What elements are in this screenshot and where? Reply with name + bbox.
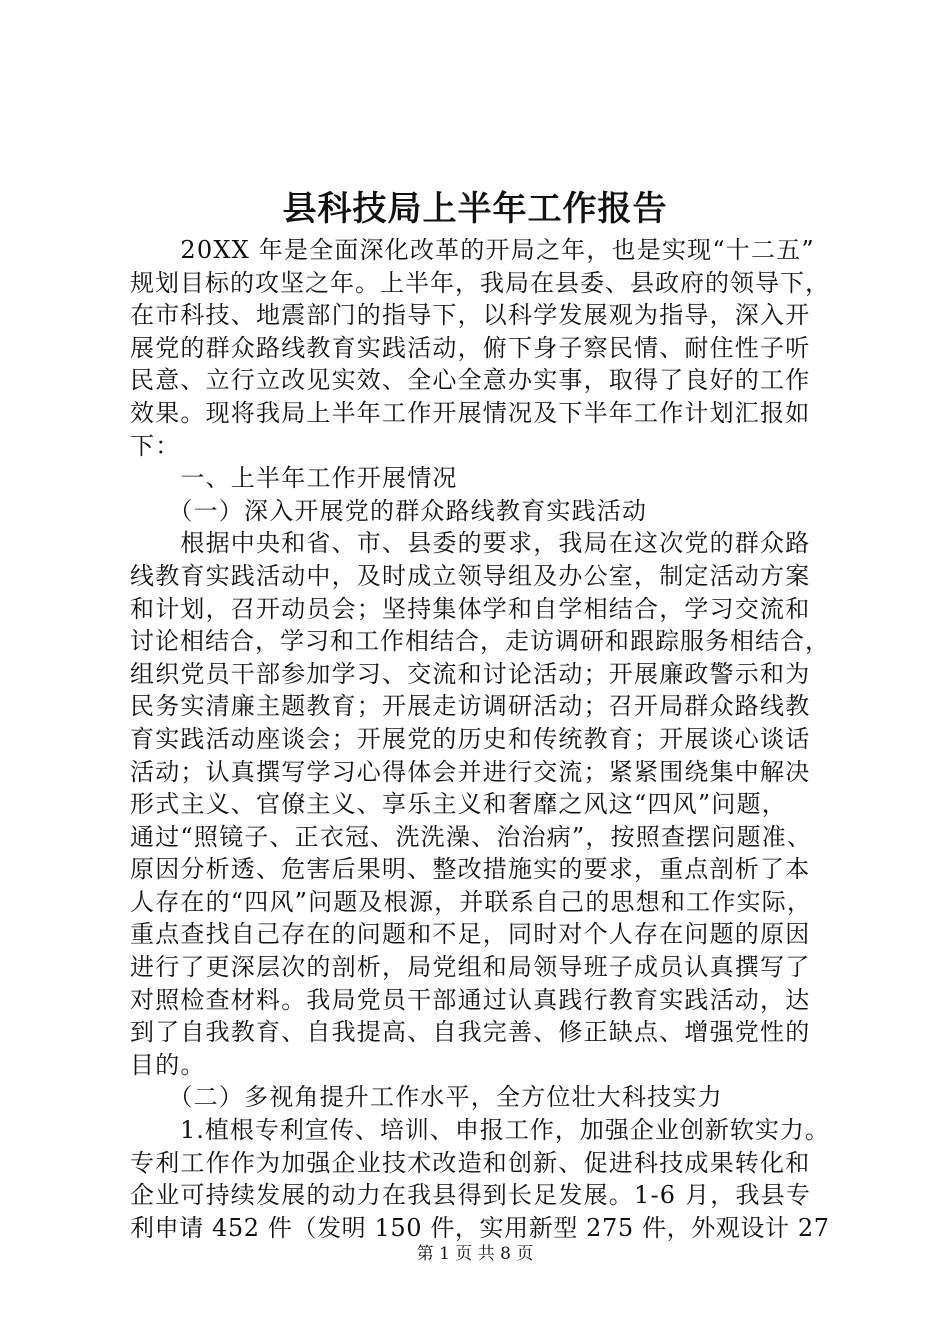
text-line: 对照检查材料。我局党员干部通过认真践行教育实践活动，达: [130, 985, 811, 1014]
text-line: 在市科技、地震部门的指导下，以科学发展观为指导，深入开: [130, 301, 811, 330]
text-line: 企业可持续发展的动力在我县得到长足发展。1-6 月，我县专: [130, 1181, 812, 1210]
text-line: 进行了更深层次的剖析，局党组和局领导班子成员认真撰写了: [130, 953, 811, 982]
text-line: 原因分析透、危害后果明、整改措施实的要求，重点剖析了本: [130, 855, 811, 884]
text-line: 讨论相结合，学习和工作相结合，走访调研和跟踪服务相结合，: [130, 627, 830, 656]
text-line: 组织党员干部参加学习、交流和讨论活动；开展廉政警示和为: [130, 659, 811, 688]
text-line: 一、上半年工作开展情况: [130, 464, 458, 493]
text-line: 利申请 452 件（发明 150 件，实用新型 275 件，外观设计 27: [130, 1213, 830, 1242]
text-line: 1.植根专利宣传、培训、申报工作，加强企业创新软实力。: [130, 1116, 830, 1145]
text-line: 通过“照镜子、正衣冠、洗洗澡、治治病”，按照查摆问题准、: [130, 822, 813, 851]
text-line: 目的。: [130, 1050, 206, 1079]
text-line: （二）多视角提升工作水平，全方位壮大科技实力: [130, 1083, 723, 1112]
text-line: 和计划，召开动员会；坚持集体学和自学相结合，学习交流和: [130, 594, 811, 623]
document-title: 县科技局上半年工作报告: [282, 189, 668, 229]
text-line: 育实践活动座谈会；开展党的历史和传统教育；开展谈心谈话: [130, 724, 811, 753]
text-line: 规划目标的攻坚之年。上半年，我局在县委、县政府的领导下，: [130, 268, 830, 297]
text-line: 下：: [130, 431, 181, 460]
text-line: 到了自我教育、自我提高、自我完善、修正缺点、增强党性的: [130, 1018, 811, 1047]
text-line: 重点查找自己存在的问题和不足，同时对个人存在问题的原因: [130, 920, 811, 949]
text-line: 人存在的“四风”问题及根源，并联系自己的思想和工作实际，: [130, 887, 813, 916]
text-line: 20XX 年是全面深化改革的开局之年，也是实现“十二五”: [130, 236, 815, 264]
text-line: 民意、立行立改见实效、全心全意办实事，取得了良好的工作: [130, 366, 811, 395]
page-footer: 第 1 页 共 8 页: [416, 1244, 534, 1264]
text-line: 线教育实践活动中，及时成立领导组及办公室，制定活动方案: [130, 561, 811, 590]
text-line: 形式主义、官僚主义、享乐主义和奢靡之风这“四风”问题，: [130, 790, 787, 819]
text-line: 专利工作作为加强企业技术改造和创新、促进科技成果转化和: [130, 1148, 811, 1177]
text-line: （一）深入开展党的群众路线教育实践活动: [130, 496, 648, 525]
text-line: 根据中央和省、市、县委的要求，我局在这次党的群众路: [130, 529, 811, 558]
text-line: 活动；认真撰写学习心得体会并进行交流；紧紧围绕集中解决: [130, 757, 811, 786]
text-line: 民务实清廉主题教育；开展走访调研活动；召开局群众路线教: [130, 692, 811, 721]
document-body: [130, 234, 830, 1244]
text-line: 效果。现将我局上半年工作开展情况及下半年工作计划汇报如: [130, 398, 811, 427]
text-line: 展党的群众路线教育实践活动，俯下身子察民情、耐住性子听: [130, 333, 811, 362]
